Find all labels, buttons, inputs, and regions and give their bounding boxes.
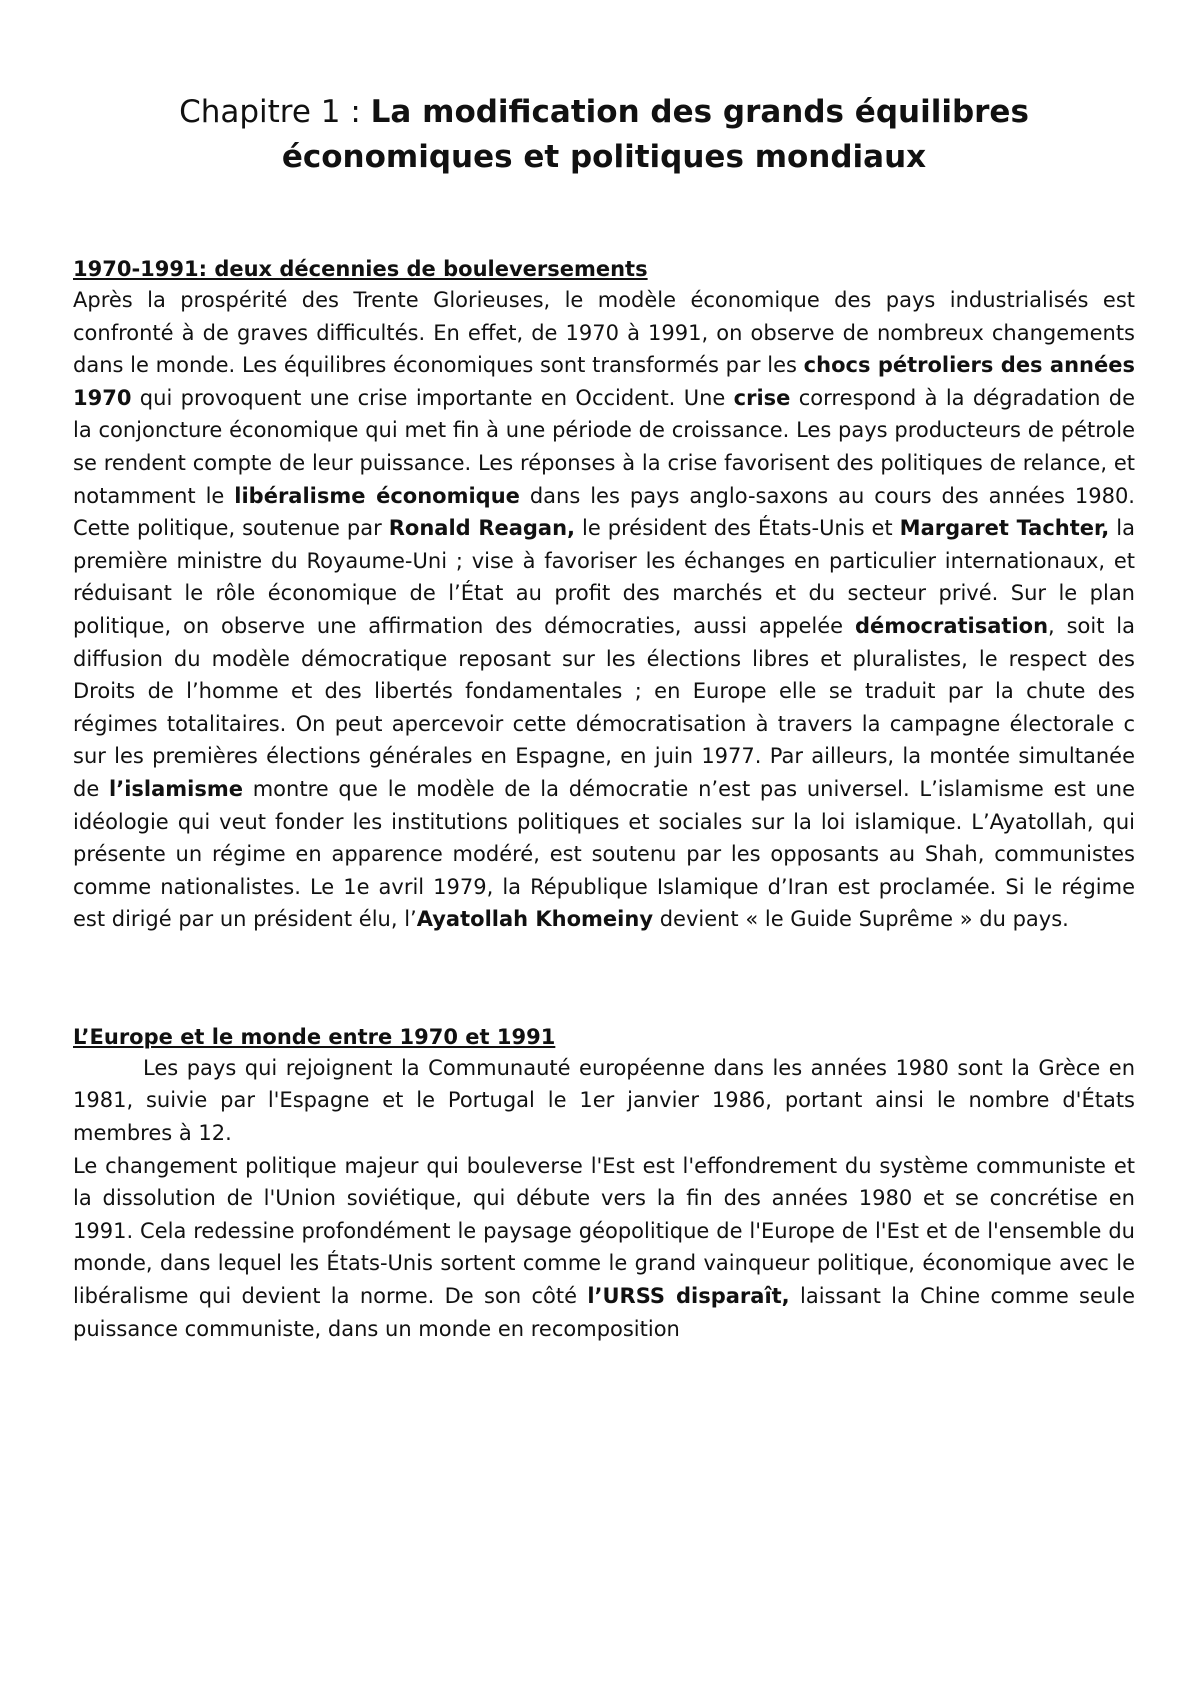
paragraph-2: Les pays qui rejoignent la Communauté européenne dans les années 1980 sont la Grèce en 1981, suivie par l'Espagne et le Portugal le 1er janvier 1986, portant ainsi le nombre d'États membres à 12.	[73, 1055, 1135, 1146]
text: montre que le modèle de la démocratie n’est pas universel. L’islamisme est une idéologie qui veut fonder les institutions politiques et sociales sur la loi islamique. L’Ayatollah, qui présente un régime en apparence modéré, est soutenu par les opposants au Shah, communistes comme nationalistes. Le 1e avril 1979, la République Islamique d’Iran est proclamée. Si le régime est dirigé par un président élu, l’	[73, 776, 1135, 932]
bold-term: l’URSS disparaît,	[587, 1284, 790, 1309]
text: correspond à la dégradation de la conjoncture économique qui met fin à une période de croissance. Les pays producteurs de pétrole se rendent compte de leur puissance. Les réponses à la crise favorisent des politiques de relance, et notamment le	[73, 385, 1135, 508]
section-heading-1: 1970-1991: deux décennies de bouleversements	[73, 257, 648, 281]
paragraph-3	[73, 1150, 1135, 1346]
bold-term: crise	[733, 385, 791, 410]
title-prefix: Chapitre 1 :	[179, 94, 371, 130]
bold-term: libéralisme économique	[234, 483, 520, 508]
text: Le changement politique majeur qui bouleverse l'Est est l'effondrement du système communiste et la dissolution de l'Union soviétique, qui débute vers la fin des années 1980 et se concrétise en 1991. Cela redessine profondément le paysage géopolitique de l'Europe de l'Est et de l'ensemble du monde, dans lequel les États-Unis sortent comme le grand vainqueur politique, économique avec le libéralisme qui devient la norme. De son côté	[73, 1153, 1135, 1309]
text: devient « le Guide Suprême » du pays.	[653, 907, 1069, 932]
bold-term: chocs pétroliers des années 1970	[73, 353, 1135, 410]
paragraph-1	[73, 284, 1135, 936]
bold-term: Ayatollah Khomeiny	[416, 907, 654, 932]
text: le président des États-Unis et	[575, 516, 900, 541]
text: , soit la diffusion du modèle démocratique reposant sur les élections libres et pluralistes, le respect des Droits de l’homme et des libertés fondamentales ; en Europe elle se traduit par la chute des régimes totalitaires. On peut apercevoir cette démocratisation à travers la campagne électorale c sur les premières élections générales en Espagne, en juin 1977. Par ailleurs, la montée simultanée de	[73, 613, 1135, 801]
bold-term: Margaret Tachter,	[899, 516, 1110, 541]
page-title	[73, 90, 1135, 180]
text: laissant la Chine comme seule puissance communiste, dans un monde en recomposition	[73, 1284, 1135, 1341]
bold-term: l’islamisme	[109, 776, 243, 801]
title-main: La modification des grands équilibres économiques et politiques mondiaux	[281, 94, 1029, 175]
document-page	[73, 90, 1135, 1345]
text: qui provoquent une crise importante en Occident. Une	[131, 385, 734, 410]
text: Après la prospérité des Trente Glorieuses, le modèle économique des pays industrialisés est confronté à de graves difficultés. En effet, de 1970 à 1991, on observe de nombreux changements dans le monde. Les équilibres économiques sont transformés par les	[73, 288, 1135, 378]
bold-term: démocratisation	[854, 613, 1049, 638]
bold-term: Ronald Reagan,	[388, 516, 576, 541]
text: dans les pays anglo-saxons au cours des années 1980. Cette politique, soutenue par	[73, 483, 1135, 541]
text: la première ministre du Royaume-Uni ; vise à favoriser les échanges en particulier internationaux, et réduisant le rôle économique de l’État au profit des marchés et du secteur privé. Sur le plan politique, on observe une affirmation des démocraties, aussi appelée	[73, 516, 1135, 638]
section-heading-2: L’Europe et le monde entre 1970 et 1991	[73, 1024, 556, 1049]
